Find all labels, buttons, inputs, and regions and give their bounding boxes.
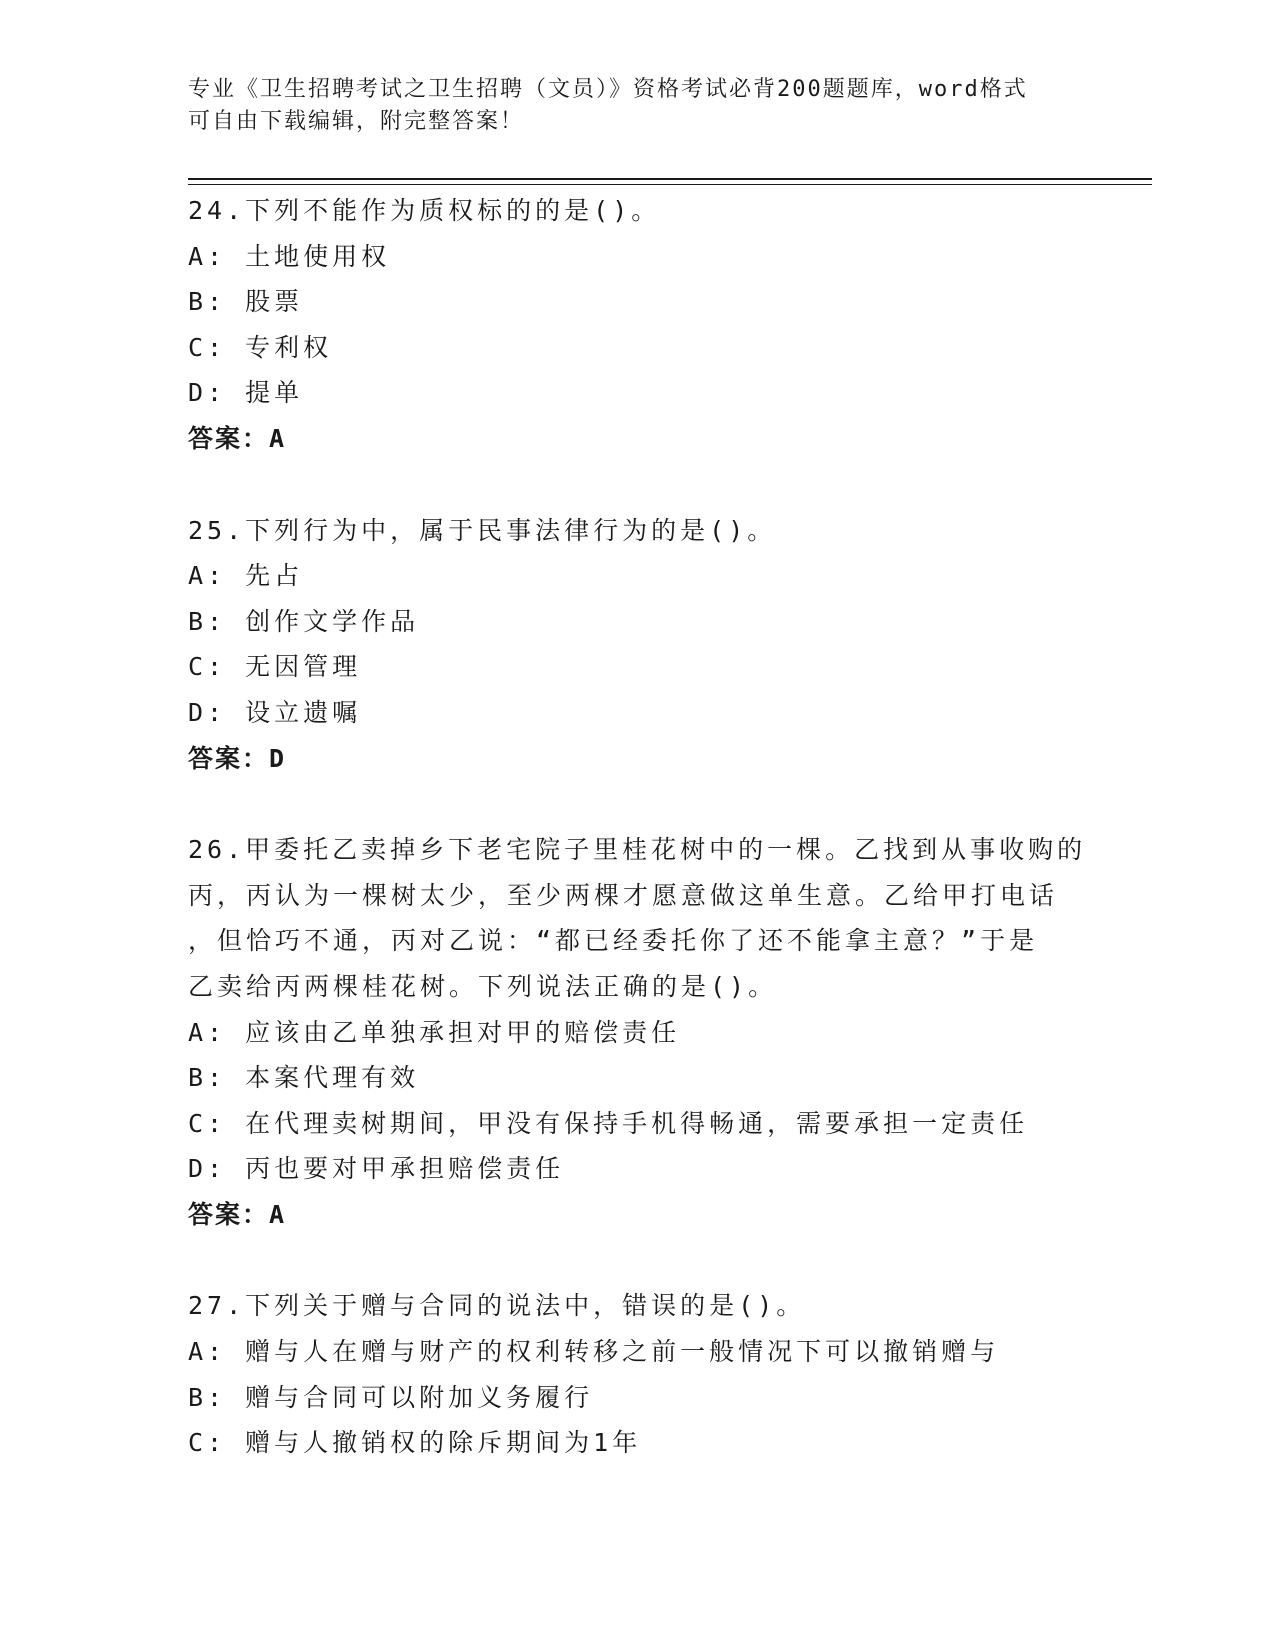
option-b: B: 创作文学作品 (188, 606, 420, 636)
question-24 (188, 188, 1088, 462)
option-c: C: 无因管理 (188, 652, 362, 682)
option-c: C: 赠与人撤销权的除斥期间为1年 (188, 1428, 642, 1458)
question-27 (188, 1283, 1088, 1465)
option-a: A: 土地使用权 (188, 241, 391, 271)
question-stem-line-3: ，但恰巧不通，丙对乙说：“都已经委托你了还不能拿主意？”于是 (188, 926, 1039, 956)
header-line-2: 可自由下载编辑，附完整答案！ (188, 109, 525, 134)
header-line-1: 专业《卫生招聘考试之卫生招聘（文员）》资格考试必背200题题库，word格式 (188, 77, 1028, 102)
question-list (188, 188, 1088, 1512)
option-b: B: 股票 (188, 287, 304, 317)
question-25 (188, 508, 1088, 782)
option-d: D: 丙也要对甲承担赔偿责任 (188, 1154, 565, 1184)
question-stem-line-4: 乙卖给丙两棵桂花树。下列说法正确的是()。 (188, 971, 778, 1001)
option-c: C: 专利权 (188, 332, 333, 362)
question-stem: 25.下列行为中，属于民事法律行为的是()。 (188, 515, 777, 545)
answer: 答案：A (188, 1199, 287, 1229)
option-a: A: 赠与人在赠与财产的权利转移之前一般情况下可以撤销赠与 (188, 1337, 1000, 1367)
answer: 答案：D (188, 743, 287, 773)
question-26 (188, 827, 1088, 1237)
option-a: A: 应该由乙单独承担对甲的赔偿责任 (188, 1017, 681, 1047)
question-stem: 24.下列不能作为质权标的的是()。 (188, 196, 661, 225)
header-rule-thin (188, 184, 1152, 185)
document-header (188, 74, 1088, 138)
question-stem: 27.下列关于赠与合同的说法中，错误的是()。 (188, 1291, 806, 1321)
question-stem-line-2: 丙，丙认为一棵树太少，至少两棵才愿意做这单生意。乙给甲打电话 (188, 880, 1059, 910)
option-c: C: 在代理卖树期间，甲没有保持手机得畅通，需要承担一定责任 (188, 1108, 1029, 1138)
option-b: B: 赠与合同可以附加义务履行 (188, 1382, 594, 1412)
option-d: D: 提单 (188, 378, 304, 408)
answer: 答案：A (188, 423, 287, 453)
header-rule-thick (188, 178, 1152, 180)
question-stem-line-1: 26.甲委托乙卖掉乡下老宅院子里桂花树中的一棵。乙找到从事收购的 (188, 835, 1087, 865)
option-a: A: 先占 (188, 561, 304, 591)
option-d: D: 设立遗嘱 (188, 697, 362, 727)
option-b: B: 本案代理有效 (188, 1063, 420, 1093)
